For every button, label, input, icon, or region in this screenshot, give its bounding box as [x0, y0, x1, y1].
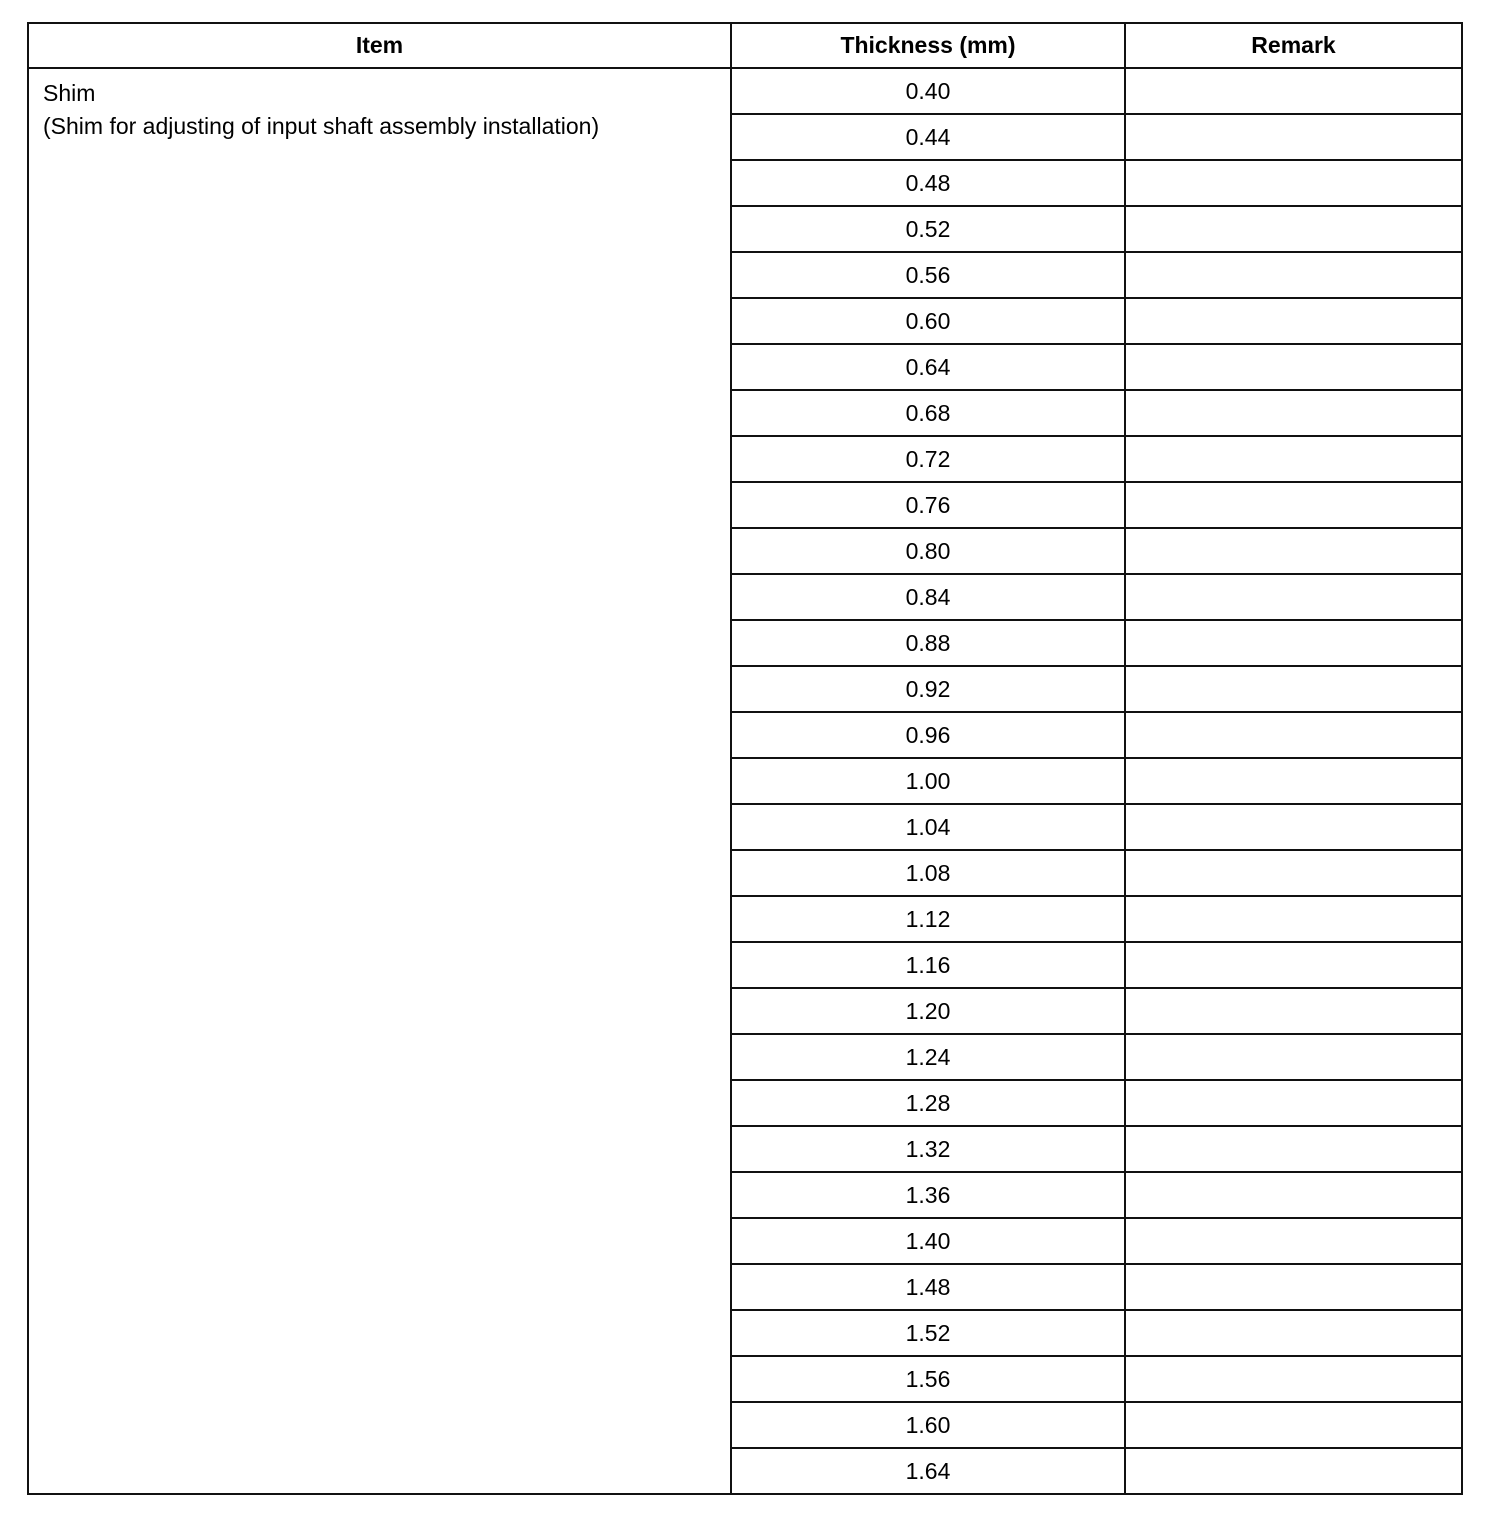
thickness-cell: 1.24: [731, 1034, 1125, 1080]
thickness-cell: 0.56: [731, 252, 1125, 298]
remark-cell: [1125, 988, 1462, 1034]
thickness-cell: 0.40: [731, 68, 1125, 114]
header-item: Item: [28, 23, 731, 68]
thickness-cell: 1.64: [731, 1448, 1125, 1494]
thickness-cell: 0.84: [731, 574, 1125, 620]
remark-cell: [1125, 482, 1462, 528]
thickness-cell: 0.68: [731, 390, 1125, 436]
remark-cell: [1125, 114, 1462, 160]
thickness-cell: 1.08: [731, 850, 1125, 896]
thickness-cell: 1.36: [731, 1172, 1125, 1218]
remark-cell: [1125, 620, 1462, 666]
item-description: (Shim for adjusting of input shaft assembly installation): [43, 113, 600, 139]
remark-cell: [1125, 1448, 1462, 1494]
remark-cell: [1125, 758, 1462, 804]
thickness-cell: 0.96: [731, 712, 1125, 758]
remark-cell: [1125, 1172, 1462, 1218]
remark-cell: [1125, 574, 1462, 620]
thickness-cell: 0.88: [731, 620, 1125, 666]
remark-cell: [1125, 1034, 1462, 1080]
header-row: [28, 23, 1462, 68]
remark-cell: [1125, 390, 1462, 436]
remark-cell: [1125, 298, 1462, 344]
remark-cell: [1125, 850, 1462, 896]
thickness-cell: 1.20: [731, 988, 1125, 1034]
remark-cell: [1125, 68, 1462, 114]
item-cell: [28, 68, 731, 1494]
thickness-cell: 1.52: [731, 1310, 1125, 1356]
shim-thickness-table: [27, 22, 1463, 1495]
remark-cell: [1125, 942, 1462, 988]
header-remark: Remark: [1125, 23, 1462, 68]
table-row: [28, 68, 1462, 114]
thickness-cell: 1.48: [731, 1264, 1125, 1310]
thickness-cell: 1.28: [731, 1080, 1125, 1126]
header-thickness: Thickness (mm): [731, 23, 1125, 68]
thickness-cell: 0.92: [731, 666, 1125, 712]
thickness-cell: 0.64: [731, 344, 1125, 390]
remark-cell: [1125, 896, 1462, 942]
thickness-cell: 1.40: [731, 1218, 1125, 1264]
remark-cell: [1125, 666, 1462, 712]
remark-cell: [1125, 160, 1462, 206]
remark-cell: [1125, 1264, 1462, 1310]
thickness-cell: 0.72: [731, 436, 1125, 482]
thickness-cell: 0.48: [731, 160, 1125, 206]
remark-cell: [1125, 528, 1462, 574]
thickness-cell: 1.56: [731, 1356, 1125, 1402]
remark-cell: [1125, 1402, 1462, 1448]
thickness-cell: 0.80: [731, 528, 1125, 574]
thickness-cell: 0.52: [731, 206, 1125, 252]
thickness-cell: 0.60: [731, 298, 1125, 344]
thickness-cell: 0.44: [731, 114, 1125, 160]
item-name: Shim: [43, 80, 96, 106]
remark-cell: [1125, 436, 1462, 482]
table-body: [28, 68, 1462, 1494]
remark-cell: [1125, 1126, 1462, 1172]
item-content: [29, 69, 730, 143]
remark-cell: [1125, 252, 1462, 298]
remark-cell: [1125, 1218, 1462, 1264]
thickness-cell: 1.32: [731, 1126, 1125, 1172]
remark-cell: [1125, 712, 1462, 758]
remark-cell: [1125, 804, 1462, 850]
thickness-cell: 1.16: [731, 942, 1125, 988]
remark-cell: [1125, 344, 1462, 390]
remark-cell: [1125, 1310, 1462, 1356]
table-header: [28, 23, 1462, 68]
thickness-cell: 1.00: [731, 758, 1125, 804]
remark-cell: [1125, 1356, 1462, 1402]
thickness-cell: 0.76: [731, 482, 1125, 528]
thickness-cell: 1.04: [731, 804, 1125, 850]
remark-cell: [1125, 1080, 1462, 1126]
thickness-cell: 1.12: [731, 896, 1125, 942]
remark-cell: [1125, 206, 1462, 252]
thickness-cell: 1.60: [731, 1402, 1125, 1448]
